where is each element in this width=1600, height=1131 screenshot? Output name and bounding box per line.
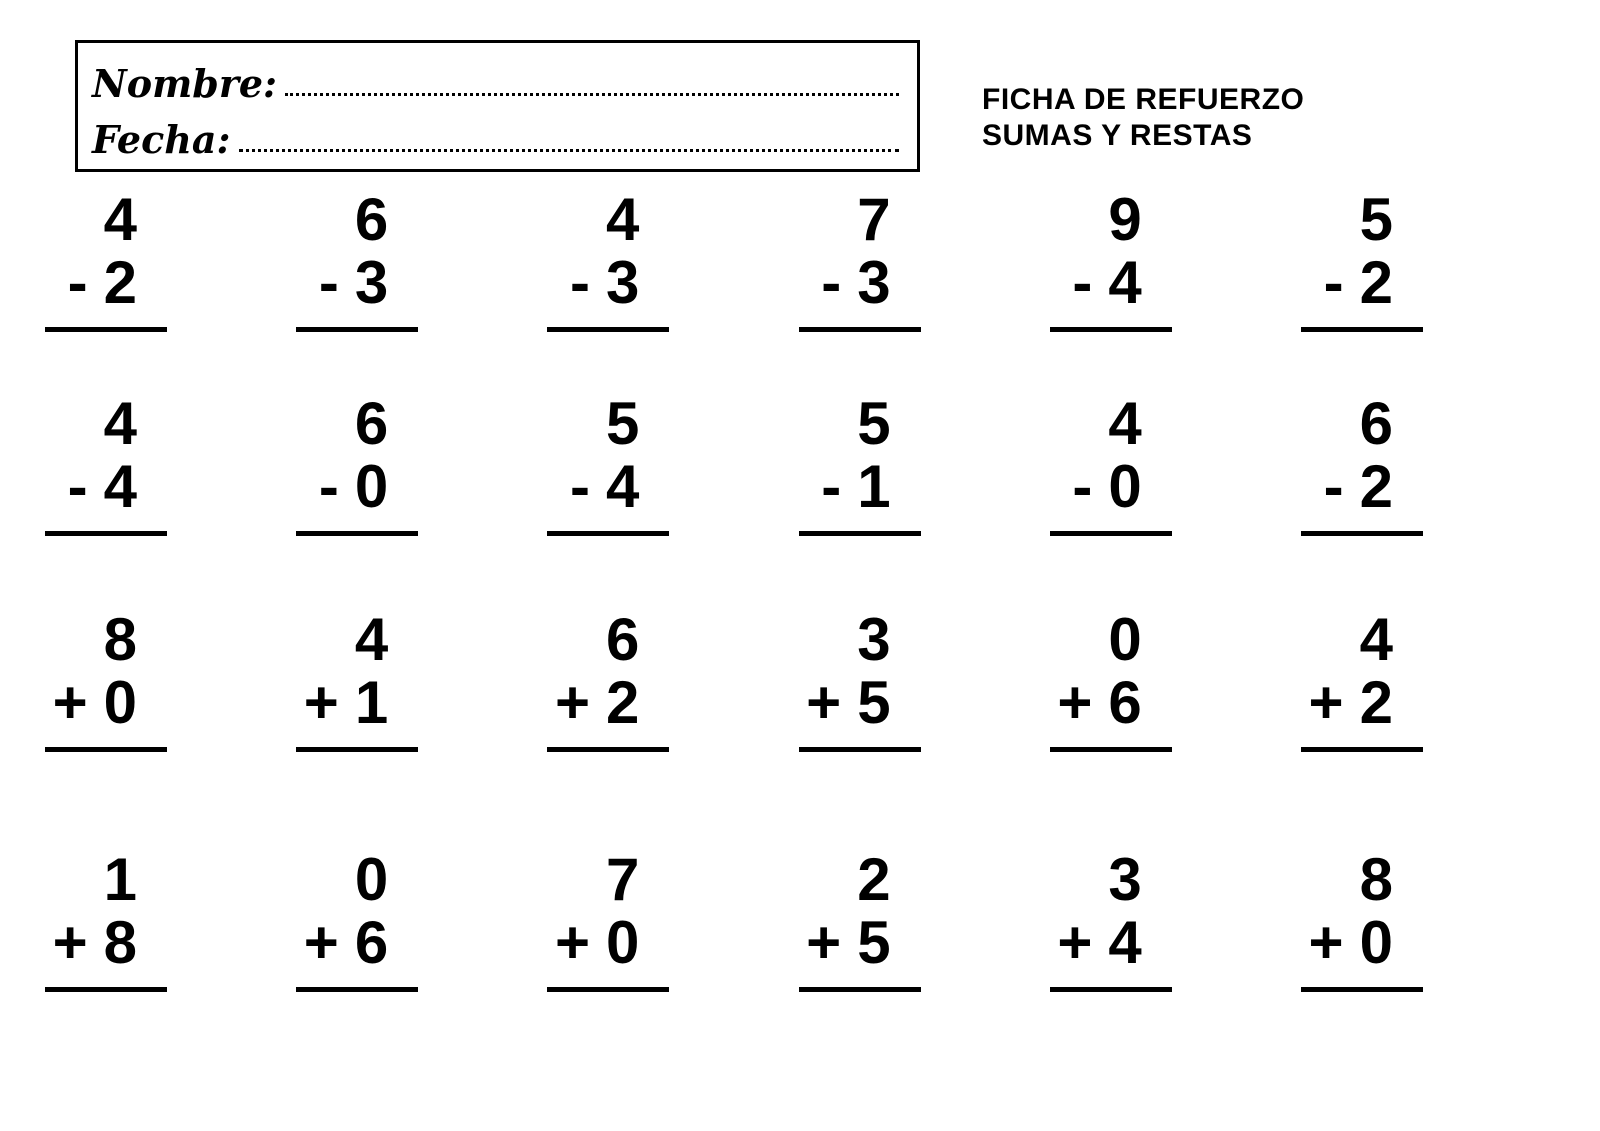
bottom-line xyxy=(799,455,921,518)
top-operand: 4 xyxy=(1108,390,1142,457)
problem-r3-c3 xyxy=(547,608,669,752)
name-field-row xyxy=(92,53,901,105)
problem-r3-c1 xyxy=(45,608,167,752)
top-operand: 4 xyxy=(103,390,137,457)
top-operand: 5 xyxy=(857,390,891,457)
bottom-operand: 2 xyxy=(103,249,137,316)
bottom-operand: 2 xyxy=(606,669,640,736)
bottom-line xyxy=(45,911,167,974)
answer-line xyxy=(296,531,418,536)
top-operand: 4 xyxy=(606,186,640,253)
problem-r3-c5 xyxy=(1050,608,1172,752)
bottom-line xyxy=(1301,455,1423,518)
plus-operator: + xyxy=(52,909,88,976)
answer-line xyxy=(45,531,167,536)
bottom-line xyxy=(547,671,669,734)
answer-line xyxy=(547,327,669,332)
minus-operator: - xyxy=(570,453,590,520)
plus-operator: + xyxy=(554,909,590,976)
bottom-line xyxy=(296,671,418,734)
problem-r2-c1 xyxy=(45,392,167,536)
answer-line xyxy=(45,747,167,752)
answer-line xyxy=(1050,747,1172,752)
top-operand: 8 xyxy=(1359,846,1393,913)
minus-operator: - xyxy=(1072,249,1093,316)
bottom-line xyxy=(296,911,418,974)
bottom-operand: 6 xyxy=(354,909,389,976)
plus-operator: + xyxy=(806,909,842,976)
plus-operator: + xyxy=(303,669,339,736)
plus-operator: + xyxy=(554,669,590,736)
minus-operator: - xyxy=(67,249,88,316)
bottom-line xyxy=(45,455,167,518)
bottom-operand: 5 xyxy=(857,669,891,736)
title-line-1: FICHA DE REFUERZO xyxy=(982,83,1305,116)
answer-line xyxy=(799,531,921,536)
top-operand: 3 xyxy=(857,606,891,673)
bottom-operand: 0 xyxy=(1108,453,1142,520)
problem-r1-c2 xyxy=(296,188,418,332)
answer-line xyxy=(799,747,921,752)
bottom-line xyxy=(799,911,921,974)
problem-r2-c2 xyxy=(296,392,418,536)
problem-row-3 xyxy=(45,608,1423,752)
bottom-line xyxy=(1050,911,1172,974)
answer-line xyxy=(799,327,921,332)
plus-operator: + xyxy=(806,669,842,736)
problems-grid xyxy=(45,188,1423,992)
top-operand: 8 xyxy=(103,606,137,673)
date-field-row xyxy=(92,109,901,161)
bottom-operand: 4 xyxy=(606,453,640,520)
name-fill-line xyxy=(285,93,899,96)
answer-line xyxy=(1050,987,1172,992)
bottom-operand: 2 xyxy=(1359,669,1393,736)
answer-line xyxy=(1301,531,1423,536)
top-operand: 5 xyxy=(1359,186,1393,253)
bottom-operand: 2 xyxy=(1359,453,1393,520)
bottom-line xyxy=(799,671,921,734)
plus-operator: + xyxy=(303,909,339,976)
title-line-2: SUMAS Y RESTAS xyxy=(982,119,1253,152)
minus-operator: - xyxy=(1323,249,1344,316)
bottom-line xyxy=(547,455,669,518)
bottom-line xyxy=(799,251,921,314)
top-operand: 6 xyxy=(354,390,389,457)
bottom-line xyxy=(1301,671,1423,734)
problem-r4-c2 xyxy=(296,848,418,992)
bottom-line xyxy=(547,911,669,974)
problem-row-1 xyxy=(45,188,1423,332)
top-operand: 4 xyxy=(354,606,389,673)
bottom-operand: 0 xyxy=(606,909,640,976)
bottom-operand: 1 xyxy=(354,669,389,736)
answer-line xyxy=(296,327,418,332)
plus-operator: + xyxy=(1057,669,1093,736)
answer-line xyxy=(547,987,669,992)
top-operand: 3 xyxy=(1108,846,1142,913)
bottom-line xyxy=(45,251,167,314)
minus-operator: - xyxy=(570,249,590,316)
answer-line xyxy=(45,987,167,992)
minus-operator: - xyxy=(67,453,88,520)
bottom-operand: 2 xyxy=(1359,249,1393,316)
date-fill-line xyxy=(239,149,900,152)
answer-line xyxy=(547,747,669,752)
top-operand: 5 xyxy=(606,390,640,457)
bottom-operand: 0 xyxy=(354,453,389,520)
top-operand: 6 xyxy=(354,186,389,253)
top-operand: 6 xyxy=(1359,390,1393,457)
answer-line xyxy=(1050,531,1172,536)
answer-line xyxy=(1050,327,1172,332)
top-operand: 9 xyxy=(1108,186,1142,253)
problem-r1-c5 xyxy=(1050,188,1172,332)
top-operand: 6 xyxy=(606,606,640,673)
minus-operator: - xyxy=(821,453,842,520)
bottom-line xyxy=(296,251,418,314)
bottom-line xyxy=(1050,671,1172,734)
bottom-operand: 8 xyxy=(103,909,137,976)
problem-row-2 xyxy=(45,392,1423,536)
bottom-line xyxy=(1050,251,1172,314)
bottom-operand: 3 xyxy=(354,249,389,316)
problem-r4-c4 xyxy=(799,848,921,992)
plus-operator: + xyxy=(52,669,88,736)
bottom-line xyxy=(1050,455,1172,518)
problem-r1-c6 xyxy=(1301,188,1423,332)
bottom-operand: 0 xyxy=(1359,909,1393,976)
problem-r2-c3 xyxy=(547,392,669,536)
bottom-operand: 4 xyxy=(1108,249,1142,316)
top-operand: 0 xyxy=(1108,606,1142,673)
plus-operator: + xyxy=(1057,909,1093,976)
bottom-operand: 4 xyxy=(103,453,137,520)
minus-operator: - xyxy=(1323,453,1344,520)
name-date-box xyxy=(75,40,920,172)
minus-operator: - xyxy=(318,249,339,316)
problem-row-4 xyxy=(45,848,1423,992)
bottom-operand: 4 xyxy=(1108,909,1142,976)
problem-r4-c1 xyxy=(45,848,167,992)
worksheet-title xyxy=(982,82,1304,154)
worksheet-header xyxy=(0,0,1600,172)
problem-r1-c4 xyxy=(799,188,921,332)
plus-operator: + xyxy=(1308,909,1344,976)
answer-line xyxy=(1301,987,1423,992)
top-operand: 4 xyxy=(103,186,137,253)
bottom-line xyxy=(1301,251,1423,314)
answer-line xyxy=(1301,747,1423,752)
problem-r3-c2 xyxy=(296,608,418,752)
problem-r3-c4 xyxy=(799,608,921,752)
top-operand: 4 xyxy=(1359,606,1393,673)
name-label: Nombre: xyxy=(92,61,278,107)
answer-line xyxy=(547,531,669,536)
top-operand: 2 xyxy=(857,846,891,913)
problem-r2-c6 xyxy=(1301,392,1423,536)
problem-r2-c4 xyxy=(799,392,921,536)
bottom-operand: 5 xyxy=(857,909,891,976)
bottom-line xyxy=(45,671,167,734)
minus-operator: - xyxy=(1072,453,1093,520)
problem-r4-c5 xyxy=(1050,848,1172,992)
top-operand: 7 xyxy=(606,846,640,913)
bottom-operand: 1 xyxy=(857,453,891,520)
answer-line xyxy=(296,987,418,992)
bottom-line xyxy=(296,455,418,518)
bottom-line xyxy=(547,251,669,314)
problem-r2-c5 xyxy=(1050,392,1172,536)
problem-r1-c3 xyxy=(547,188,669,332)
bottom-operand: 6 xyxy=(1108,669,1142,736)
bottom-operand: 3 xyxy=(606,249,640,316)
top-operand: 1 xyxy=(103,846,137,913)
problem-r4-c6 xyxy=(1301,848,1423,992)
problem-r1-c1 xyxy=(45,188,167,332)
answer-line xyxy=(296,747,418,752)
answer-line xyxy=(799,987,921,992)
minus-operator: - xyxy=(318,453,339,520)
answer-line xyxy=(1301,327,1423,332)
top-operand: 7 xyxy=(857,186,891,253)
bottom-operand: 0 xyxy=(103,669,137,736)
date-label: Fecha: xyxy=(92,117,231,163)
minus-operator: - xyxy=(821,249,842,316)
answer-line xyxy=(45,327,167,332)
top-operand: 0 xyxy=(354,846,389,913)
plus-operator: + xyxy=(1308,669,1344,736)
problem-r3-c6 xyxy=(1301,608,1423,752)
bottom-operand: 3 xyxy=(857,249,891,316)
problem-r4-c3 xyxy=(547,848,669,992)
bottom-line xyxy=(1301,911,1423,974)
